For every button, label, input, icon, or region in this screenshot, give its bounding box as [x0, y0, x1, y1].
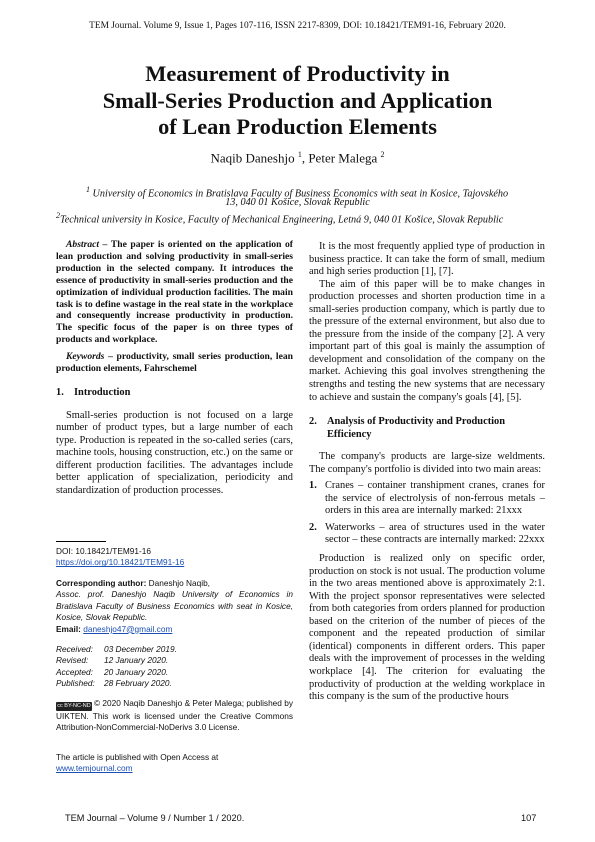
doi-line: DOI: 10.18421/TEM91-16 — [56, 546, 152, 556]
section-title: Introduction — [74, 386, 131, 398]
paragraph: The company's products are large-size weldments. The company's portfolio is divided into two main areas: — [309, 451, 545, 475]
date-label: Revised: — [56, 655, 89, 666]
right-column — [309, 241, 545, 704]
section-title: Analysis of Productivity and Production Efficiency — [327, 416, 506, 440]
title-line-2: Small-Series Production and Application — [102, 87, 493, 113]
date-value: 28 February 2020. — [104, 678, 172, 689]
list-number: 2. — [309, 521, 317, 533]
footnote-license — [56, 698, 293, 734]
footnote-open-access — [56, 752, 293, 775]
author-name: Naqib Daneshjo — [210, 150, 295, 166]
footnote-rule — [56, 541, 106, 542]
section-heading-analysis — [309, 416, 545, 441]
abstract — [56, 239, 293, 346]
keywords — [56, 351, 293, 375]
open-access-text: The article is published with Open Access at — [56, 752, 219, 762]
affiliation-text: University of Economics in Bratislava Faculty of Business Economics with seat in Kosice, Tajovského — [92, 188, 509, 200]
email-label: Email: — [56, 623, 81, 634]
author-name: Peter Malega — [308, 150, 378, 166]
date-value: 20 January 2020. — [104, 666, 169, 677]
corresponding-author-label: Corresponding author: — [56, 578, 147, 588]
author-affiliation-mark: 1 — [297, 150, 302, 159]
footnote-dates — [56, 644, 293, 690]
date-label: Accepted: — [56, 666, 93, 677]
affiliation-2 — [56, 210, 503, 227]
paragraph: Small-series production is not focused on a large number of product types, but a large number of each type. Production is repeated in the so-called series (cars, machine tools, housing construction, etc.) on the same or different production facilities. The advantages include better application of specialization, periodicity and standardization of production processes. — [56, 409, 293, 496]
journal-site-link[interactable]: www.temjournal.com — [56, 763, 133, 774]
journal-footer: TEM Journal – Volume 9 / Number 1 / 2020. — [65, 813, 245, 823]
affiliation-text: Technical university in Kosice, Faculty of Mechanical Engineering, Letná 9, 040 01 Košice, Slovak Republic — [60, 214, 504, 226]
list-text: Cranes – container transhipment cranes, cranes for the service of electrolysis of non-ferrous metals – orders in this area are internally marked: 21xxx — [325, 480, 545, 517]
date-row — [56, 644, 293, 655]
author-affiliation-mark: 2 — [380, 150, 385, 159]
footnote-corresponding-author — [56, 578, 293, 635]
list-item — [309, 480, 545, 518]
corresponding-author-name: Daneshjo Naqib, — [146, 578, 210, 588]
cc-license-icon: cc BY-NC-ND — [57, 703, 91, 709]
paragraph: The aim of this paper will be to make changes in production processes and shorten production time in a small-series production company, which is partly due to the pressure of the external environment, but also due to the pressure from the inside of the company [2]. A very important part of this goal is mainly the assumption of development and consolidation of the company on the market. Achieving this goal involves strengthening the strengths and testing the new systems that are necessary to achieve and sustain the company's goals [4], [5]. — [309, 278, 545, 403]
list-item — [309, 522, 545, 547]
keywords-label: Keywords — [66, 351, 105, 363]
doi-link[interactable]: https://doi.org/10.18421/TEM91-16 — [56, 557, 185, 568]
keywords-text: – productivity, small series production, lean production elements, Fahrschemel — [56, 351, 293, 375]
left-column — [56, 239, 293, 497]
date-row — [56, 667, 293, 678]
affiliation-mark: 1 — [86, 185, 90, 194]
title-line-3: of Lean Production Elements — [158, 114, 437, 139]
email-link[interactable]: daneshjo47@gmail.com — [83, 623, 173, 634]
paragraph: It is the most frequently applied type of production in business practice. It can take the form of small, medium and high series production [1], [7]. — [309, 241, 545, 278]
abstract-label: Abstract – — [66, 239, 108, 250]
paragraph: Production is realized only on specific order, production on stock is not usual. The production volume in the two areas mentioned above is approximately 2:1. With the project sponsor representatives were selected from both categories from orders planned for production based on the criterion of the number of pieces of the component and the repeated production of similar (identical) components in different orders. This paper deals with the improvement of processes in the welding workplace [4]. The criterion for evaluating the productivity of production at the welding workplace in this company is the sum of the productive hours — [309, 553, 545, 703]
license-text: © 2020 Naqib Daneshjo & Peter Malega; published by UIKTEN. This work is licensed under the Creative Commons Attribution-NonCommercial-NoDerivs 3.0 License. — [56, 698, 293, 733]
affiliation-mark: 2 — [56, 211, 60, 220]
date-row — [56, 678, 293, 689]
title-line-1: Measurement of Productivity in — [145, 61, 450, 86]
section-heading-introduction — [56, 387, 293, 400]
abstract-text: The paper is oriented on the application of lean production and solving productivity in small-series production in the selected company. It introduces the essence of productivity in small-series production and the optimization of individual production facilities. The main task is to define wastage in the real state in the workplace and consequently increase productivity in production. The specific focus of the paper is on three types of products and workplace. — [56, 239, 294, 346]
date-row — [56, 655, 293, 666]
author-list — [0, 150, 595, 166]
page-number: 107 — [521, 813, 537, 823]
journal-header: TEM Journal. Volume 9, Issue 1, Pages 107-116, ISSN 2217-8309, DOI: 10.18421/TEM91-16, February 2020. — [89, 21, 506, 31]
date-label: Published: — [56, 678, 95, 689]
date-value: 03 December 2019. — [104, 644, 177, 654]
paper-title — [40, 61, 555, 141]
list-text: Waterworks – area of structures used in the water sector – these contracts are internally marked: 22xxx — [325, 521, 545, 546]
section-number: 1. — [56, 386, 64, 398]
date-value: 12 January 2020. — [104, 655, 169, 666]
section-number: 2. — [309, 416, 317, 428]
footnote-doi — [56, 546, 293, 569]
author-separator: , — [301, 150, 309, 166]
corresponding-author-details: Assoc. prof. Daneshjo Naqib University of Economics in Bratislava Faculty of Business Economics with seat in Kosice, Kosice, Slovak Republic. — [56, 589, 293, 623]
date-label: Received: — [56, 644, 93, 654]
list-number: 1. — [309, 480, 317, 492]
affiliation-1-continued: 13, 040 01 Košice, Slovak Republic — [225, 197, 370, 208]
